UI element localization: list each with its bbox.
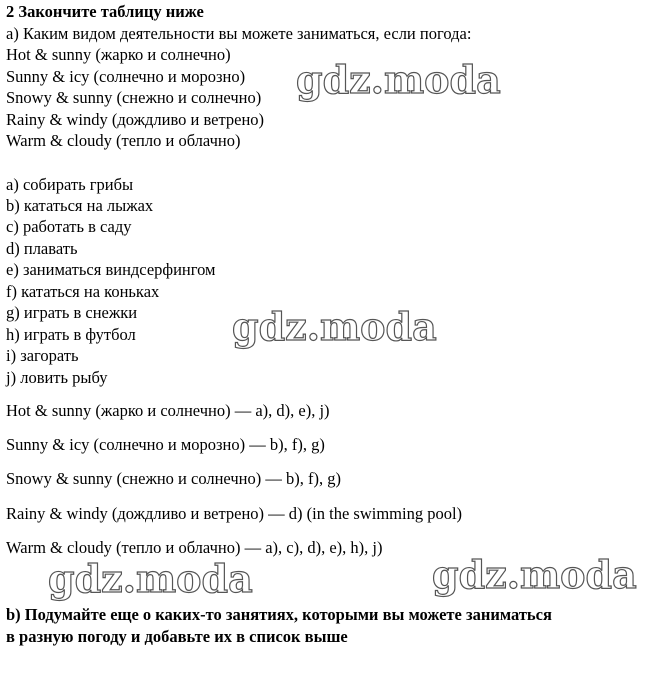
activity-item: b) кататься на лыжах [6, 196, 154, 215]
activity-item: d) плавать [6, 239, 78, 258]
activity-item: h) играть в футбол [6, 325, 136, 344]
activity-item: f) кататься на коньках [6, 282, 160, 301]
weather-item: Sunny & icy (солнечно и морозно) [6, 67, 246, 86]
answer-line: Warm & cloudy (тепло и облачно) — a), c), d), e), h), j) [6, 538, 383, 557]
question-b-line2: в разную погоду и добавьте их в список выше [6, 627, 348, 646]
weather-item: Hot & sunny (жарко и солнечно) [6, 45, 231, 64]
answer-line: Snowy & sunny (снежно и солнечно) — b), f), g) [6, 469, 341, 488]
watermark-logo: gdz.moda [296, 57, 501, 102]
answer-line: Sunny & icy (солнечно и морозно) — b), f), g) [6, 435, 325, 454]
activity-item: e) заниматься виндсерфингом [6, 260, 216, 279]
weather-item: Rainy & windy (дождливо и ветрено) [6, 110, 265, 129]
weather-item: Warm & cloudy (тепло и облачно) [6, 131, 241, 150]
answer-line: Rainy & windy (дождливо и ветрено) — d) (in the swimming pool) [6, 504, 463, 523]
question-a: а) Каким видом деятельности вы можете заниматься, если погода: [6, 24, 472, 43]
weather-item: Snowy & sunny (снежно и солнечно) [6, 88, 262, 107]
answer-line: Hot & sunny (жарко и солнечно) — a), d), e), j) [6, 401, 330, 420]
activity-item: j) ловить рыбу [6, 368, 108, 387]
watermark-logo: gdz.moda [48, 556, 253, 601]
question-b-line1: b) Подумайте еще о каких-то занятиях, которыми вы можете заниматься [6, 605, 552, 624]
watermark-logo: gdz.moda [232, 304, 437, 349]
activity-item: g) играть в снежки [6, 303, 138, 322]
activity-item: c) работать в саду [6, 217, 132, 236]
activity-item: a) собирать грибы [6, 175, 134, 194]
activity-item: i) загорать [6, 346, 79, 365]
exercise-heading: 2 Закончите таблицу ниже [6, 2, 204, 21]
watermark-logo: gdz.moda [432, 552, 637, 597]
